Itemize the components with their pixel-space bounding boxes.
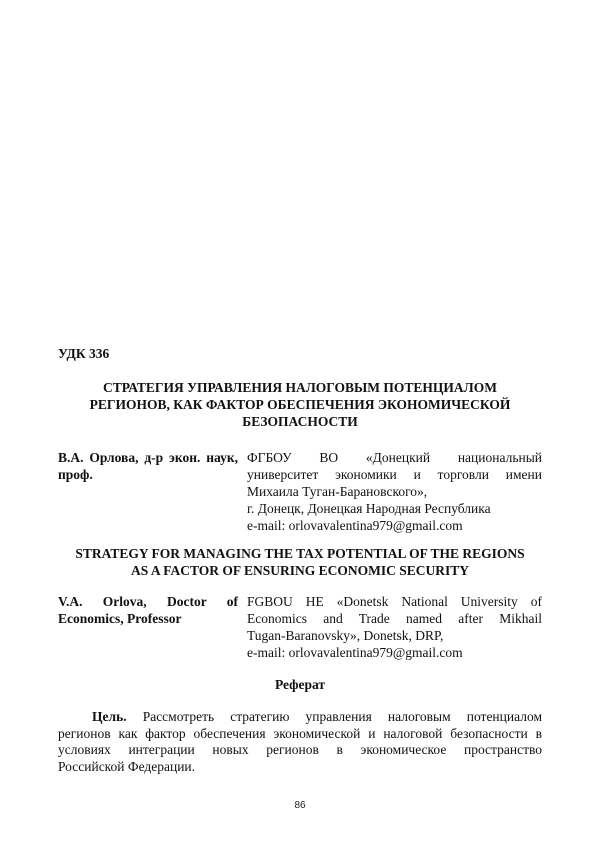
english-author-line: Economics, Professor xyxy=(58,611,182,626)
english-title-line: STRATEGY FOR MANAGING THE TAX POTENTIAL OF THE REGIONS xyxy=(75,546,525,561)
udk-code: УДК 336 xyxy=(58,346,110,361)
english-affiliation-line: FGBOU HE «Donetsk National University of xyxy=(247,594,542,609)
english-author-block xyxy=(58,593,542,663)
russian-affiliation-line: университет экономики и торговли имени xyxy=(247,467,542,482)
abstract-line: регионов как фактор обеспечения экономической и налоговой безопасности в xyxy=(58,725,542,741)
abstract-body xyxy=(58,709,542,775)
russian-title-line: РЕГИОНОВ, КАК ФАКТОР ОБЕСПЕЧЕНИЯ ЭКОНОМИЧЕСКОЙ xyxy=(89,397,511,412)
russian-title xyxy=(58,379,542,430)
abstract-line-text: Рассмотреть стратегию управления налоговым потенциалом xyxy=(142,709,542,724)
goal-label: Цель. xyxy=(92,709,127,724)
russian-author-line: проф. xyxy=(58,467,93,482)
english-author xyxy=(58,593,238,627)
english-author-line: V.A. Orlova, Doctor of xyxy=(58,594,238,609)
abstract-line: Российской Федерации. xyxy=(58,758,196,774)
russian-affiliation xyxy=(247,449,542,534)
english-title xyxy=(58,545,542,579)
russian-affiliation-line: г. Донецк, Донецкая Народная Республика xyxy=(247,501,491,516)
english-affiliation-line: Tugan-Baranovsky», Donetsk, DRP, xyxy=(247,628,444,643)
english-title-line: AS A FACTOR OF ENSURING ECONOMIC SECURITY xyxy=(130,563,470,578)
russian-author-line: В.А. Орлова, д-р экон. наук, xyxy=(58,450,238,465)
abstract-line: условиях интеграции новых регионов в экономическое пространство xyxy=(58,742,542,757)
russian-title-line: СТРАТЕГИЯ УПРАВЛЕНИЯ НАЛОГОВЫМ ПОТЕНЦИАЛОМ xyxy=(103,380,497,395)
russian-author xyxy=(58,449,238,483)
russian-title-line: БЕЗОПАСНОСТИ xyxy=(242,414,358,429)
page-number: 86 xyxy=(294,800,306,811)
english-affiliation xyxy=(247,593,542,661)
russian-affiliation-line: ФГБОУ ВО «Донецкий национальный xyxy=(247,450,542,465)
abstract-line xyxy=(58,709,542,726)
author-email: e-mail: orlovavalentina979@gmail.com xyxy=(247,645,463,660)
russian-affiliation-line: Михаила Туган-Барановского», xyxy=(247,484,428,499)
russian-author-block xyxy=(58,449,542,539)
abstract-heading: Реферат xyxy=(274,677,326,692)
english-affiliation-line: Economics and Trade named after Mikhail xyxy=(247,611,542,626)
author-email: e-mail: orlovavalentina979@gmail.com xyxy=(247,518,463,533)
